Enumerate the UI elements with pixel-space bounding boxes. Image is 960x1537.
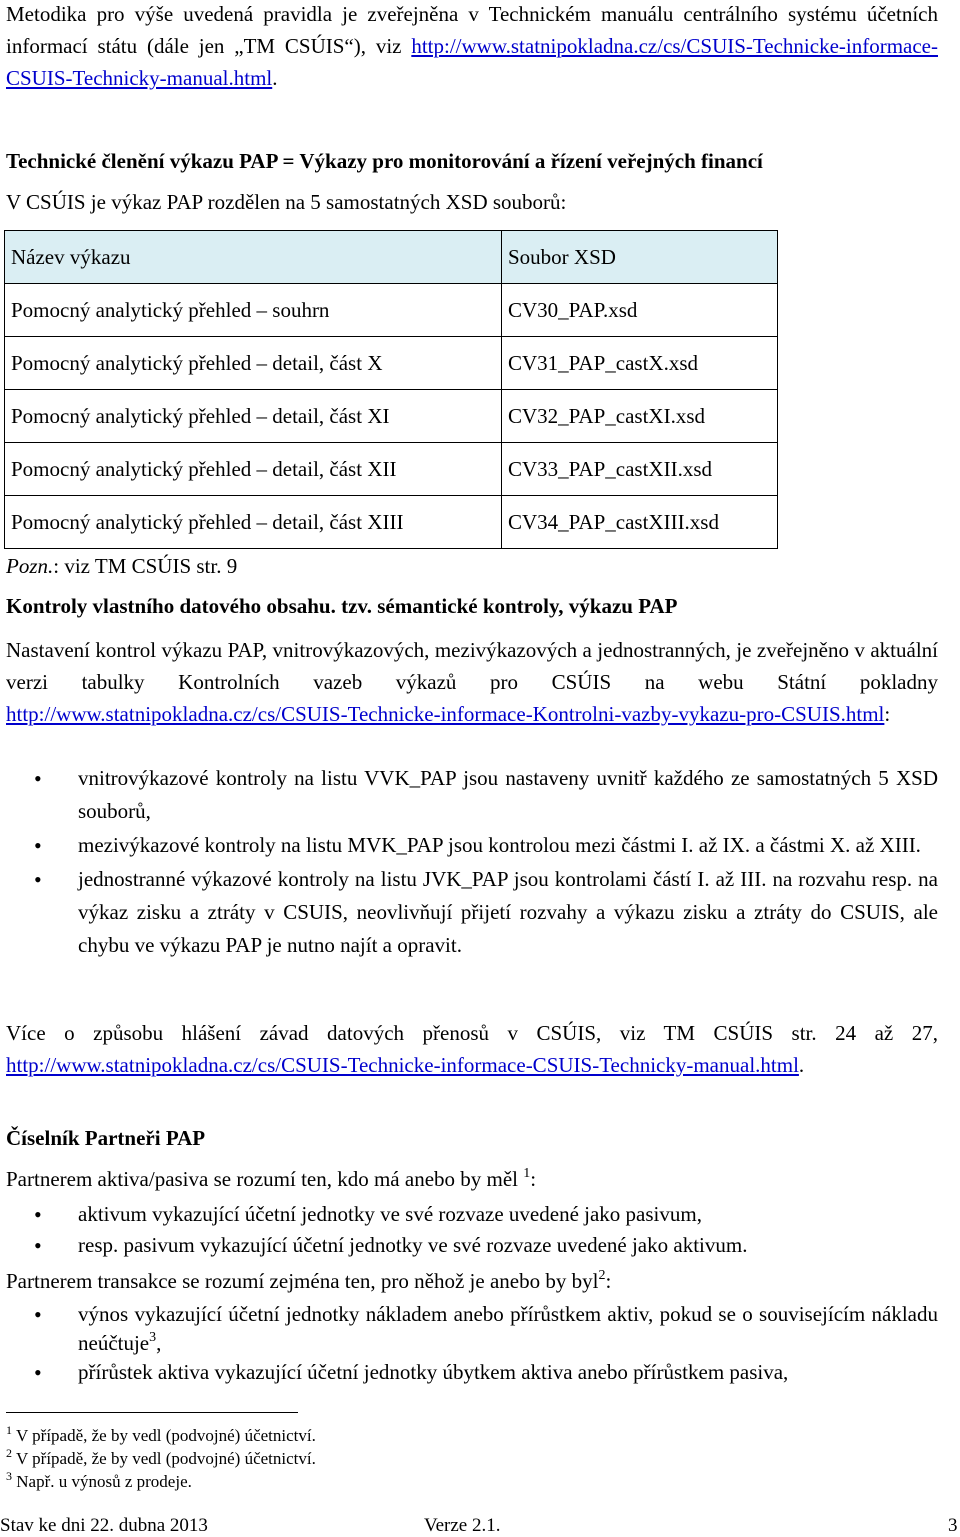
- footnote: $^3$ Např. u výnosů z prodeje.: [6, 1469, 192, 1491]
- page-number: 3: [948, 1515, 958, 1536]
- kontroly-paragraph: Nastavení kontrol výkazu PAP, vnitrovýkazových, mezivýkazových a jednostranných, je zveřejněno v aktuální verzi tabulky Kontrolních vazeb výkazů pro CSÚIS na webu Státní pokladny http://www.statnipokladna.cz/cs/CSUIS-Technicke-informace-Kontrolni-vazby-vykazu-pro-CSUIS.html:: [6, 638, 938, 726]
- list-item: • vnitrovýkazové kontroly na listu VVK_PAP jsou nastaveny uvnitř každého ze samostatných 5 XSD souborů,: [6, 762, 938, 828]
- table-header-row: [5, 231, 778, 284]
- table-cell-nazev: Pomocný analytický přehled – detail, část X: [5, 337, 502, 390]
- table-note: Pozn.: viz TM CSÚIS str. 9: [6, 554, 238, 578]
- table-cell-nazev: Pomocný analytický přehled – souhrn: [5, 284, 502, 337]
- intro-paragraph: Metodika pro výše uvedená pravidla je zveřejněna v Technickém manuálu centrálního systému účetních informací státu (dále jen „TM CSÚIS“), viz http://www.statnipokladna.cz/cs/CSUIS-Technicke-informace-CSUIS-Technicky-manual.html.: [6, 2, 938, 90]
- footnote-ref-3: 3: [149, 1330, 157, 1345]
- list-item: • resp. pasivum vykazující účetní jednotky ve své rozvaze uvedené jako aktivum.: [6, 1230, 938, 1261]
- footer-date: Stav ke dni 22. dubna 2013: [0, 1515, 208, 1536]
- table-row: [5, 284, 778, 337]
- footnote-divider: [6, 1412, 298, 1413]
- table-row: [5, 496, 778, 549]
- table-cell-soubor: CV30_PAP.xsd: [502, 284, 778, 337]
- table-header-soubor: Soubor XSD: [502, 231, 778, 284]
- table-cell-nazev: Pomocný analytický přehled – detail, část XIII: [5, 496, 502, 549]
- footnote-ref-1: 1: [523, 1166, 531, 1181]
- list-item: • mezivýkazové kontroly na listu MVK_PAP jsou kontrolou mezi částmi I. až IX. a částmi X. až XIII.: [6, 829, 938, 862]
- section-intro-xsd: V CSÚIS je výkaz PAP rozdělen na 5 samostatných XSD souborů:: [6, 190, 567, 214]
- table-header-nazev: Název výkazu: [5, 231, 502, 284]
- list-item: • aktivum vykazující účetní jednotky ve své rozvaze uvedené jako pasivum,: [6, 1199, 938, 1230]
- transakce-list: [6, 1300, 938, 1387]
- footer-version: Verze 2.1.: [424, 1515, 501, 1536]
- aktiva-list: [6, 1199, 938, 1261]
- list-item: • jednostranné výkazové kontroly na listu JVK_PAP jsou kontrolami částí I. až III. na rozvahu resp. na výkaz zisku a ztráty v CSUIS, neovlivňují přijetí rozvahy a výkazu zisku a ztráty do CSUIS, ale chybu ve výkazu PAP je nutno najít a opravit.: [6, 863, 938, 962]
- list-item: • výnos vykazující účetní jednotky nákladem anebo přírůstkem aktiv, pokud se o souvisejícím nákladu neúčtuje$^3$,: [6, 1300, 938, 1358]
- intro-text: Metodika pro výše uvedená pravidla je zveřejněna v Technickém manuálu centrálního systému účetních informací státu (dále jen „TM CSÚIS“), viz: [6, 2, 938, 58]
- footnotes: [6, 1424, 316, 1493]
- kontrolni-vazby-link[interactable]: http://www.statnipokladna.cz/cs/CSUIS-Technicke-informace-Kontrolni-vazby-vykazu-pro-CSUIS.html: [6, 702, 885, 726]
- table-cell-soubor: CV31_PAP_castX.xsd: [502, 337, 778, 390]
- vice-paragraph: Více o způsobu hlášení závad datových přenosů v CSÚIS, viz TM CSÚIS str. 24 až 27, http://www.statnipokladna.cz/cs/CSUIS-Technicke-informace-CSUIS-Technicky-manual.html.: [6, 1021, 938, 1077]
- list-item: • přírůstek aktiva vykazující účetní jednotky úbytkem aktiva anebo přírůstkem pasiva,: [6, 1358, 938, 1387]
- xsd-table: [4, 230, 778, 549]
- table-row: [5, 443, 778, 496]
- table-cell-nazev: Pomocný analytický přehled – detail, část XII: [5, 443, 502, 496]
- section-title-kontroly: Kontroly vlastního datového obsahu. tzv. sémantické kontroly, výkazu PAP: [6, 594, 678, 618]
- footnote: $^2$ V případě, že by vedl (podvojné) účetnictví.: [6, 1446, 316, 1468]
- section-title-technicke-cleneni: Technické členění výkazu PAP = Výkazy pro monitorování a řízení veřejných financí: [6, 149, 763, 173]
- table-row: [5, 337, 778, 390]
- tm-csuis-link-2[interactable]: http://www.statnipokladna.cz/cs/CSUIS-Technicke-informace-CSUIS-Technicky-manual.html: [6, 1053, 799, 1077]
- table-cell-soubor: CV32_PAP_castXI.xsd: [502, 390, 778, 443]
- tm-csuis-link[interactable]: http://www.statnipokladna.cz/cs/CSUIS-Technicke-informace-CSUIS-Technicky-manual.html: [6, 34, 938, 90]
- section-title-ciselnik: Číselník Partneři PAP: [6, 1126, 206, 1150]
- footnote-ref-2: 2: [598, 1268, 606, 1283]
- transakce-paragraph: Partnerem transakce se rozumí zejména ten, pro něhož je anebo by byl$^2$:: [6, 1268, 612, 1293]
- table-cell-soubor: CV34_PAP_castXIII.xsd: [502, 496, 778, 549]
- table-cell-soubor: CV33_PAP_castXII.xsd: [502, 443, 778, 496]
- table-cell-nazev: Pomocný analytický přehled – detail, část XI: [5, 390, 502, 443]
- table-row: [5, 390, 778, 443]
- kontroly-list: [6, 762, 938, 963]
- aktiva-paragraph: Partnerem aktiva/pasiva se rozumí ten, kdo má anebo by měl $^1$:: [6, 1166, 537, 1191]
- footnote: $^1$ V případě, že by vedl (podvojné) účetnictví.: [6, 1423, 316, 1445]
